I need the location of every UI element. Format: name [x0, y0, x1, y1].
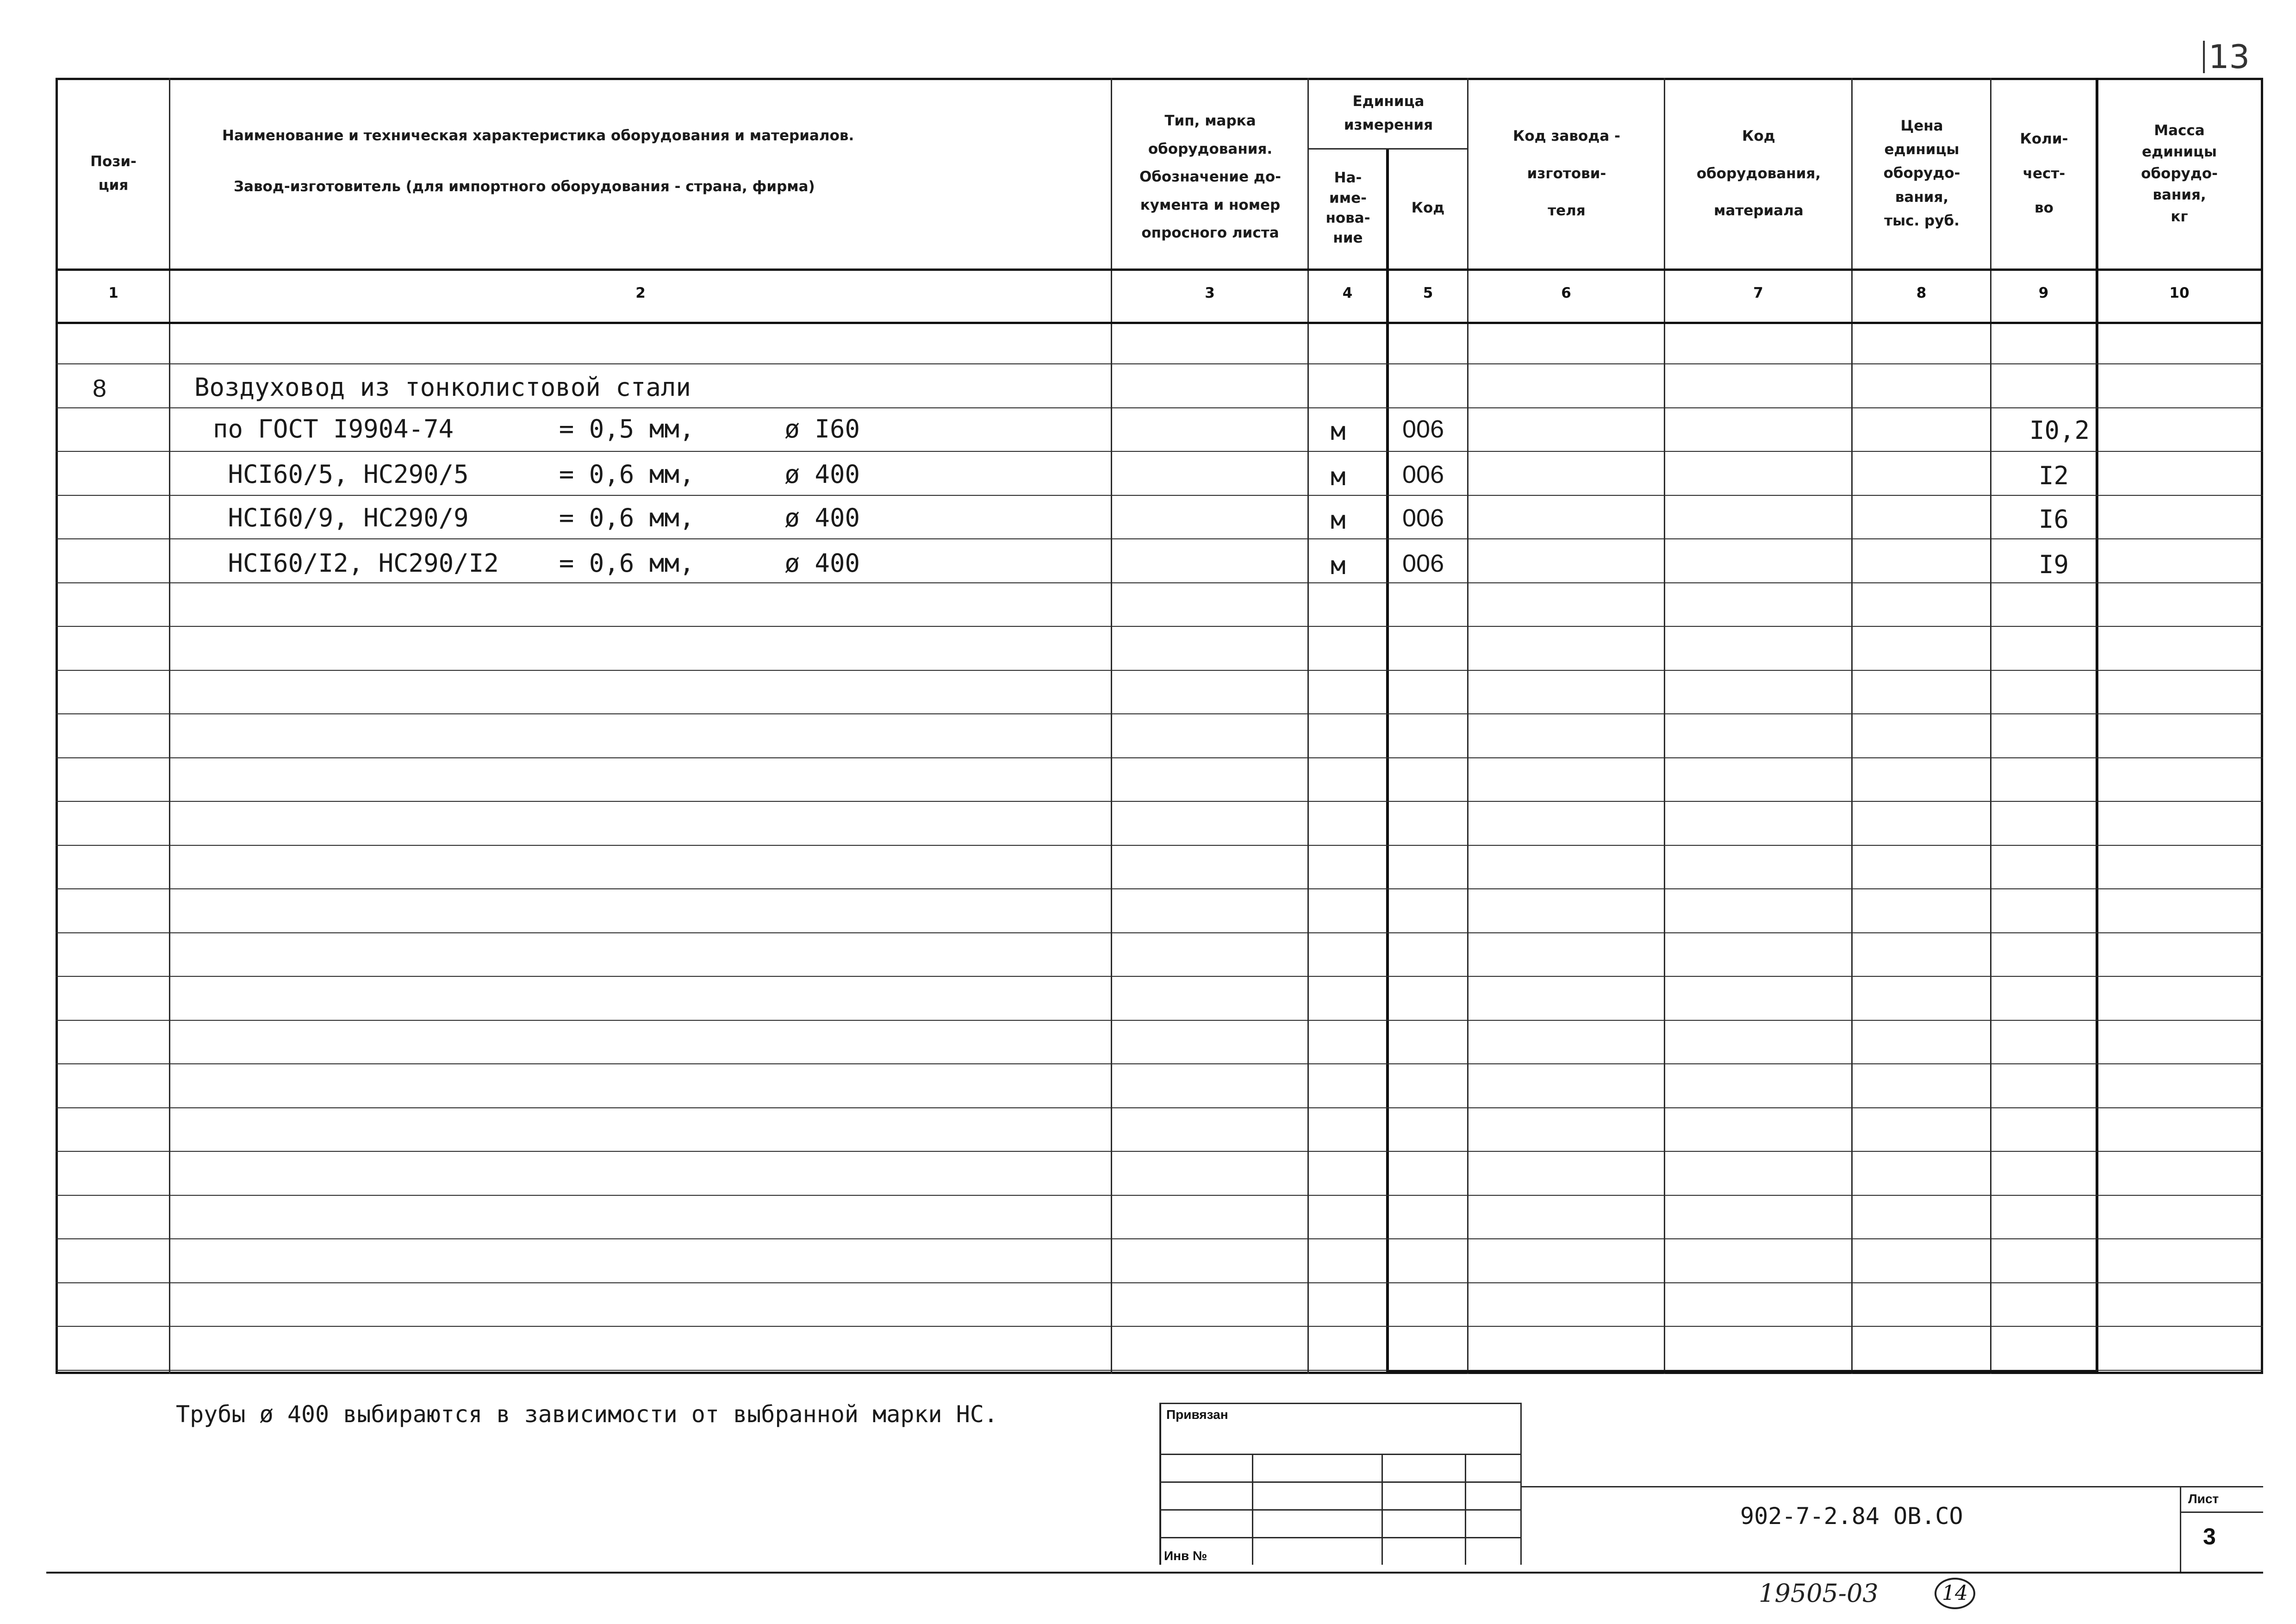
row-rule [56, 1063, 2263, 1064]
body-bottom-line [1386, 1370, 2098, 1373]
header-mass: Масса единицы оборудо- вания, кг [2141, 122, 2218, 225]
row-rule [56, 1195, 2263, 1196]
colnum-9: 9 [2038, 285, 2049, 301]
row-rule [56, 626, 2263, 627]
row-rule [56, 1282, 2263, 1283]
row-rule [56, 363, 2263, 364]
row-unit: м [1331, 417, 1346, 446]
colnum-7: 7 [1753, 285, 1763, 301]
colnum-3: 3 [1205, 285, 1215, 301]
row-rule [56, 976, 2263, 977]
circled-number: 14 [1935, 1578, 1975, 1609]
row-rule [56, 1151, 2263, 1152]
sheet-corner-number: 13 [2203, 41, 2250, 73]
bound-label: Привязан [1166, 1407, 1228, 1422]
header-quantity: Коли- чест- во [2020, 131, 2068, 217]
row-rule [56, 757, 2263, 758]
header-position: Пози- ция [90, 153, 137, 194]
stamp-top [1159, 1403, 1520, 1404]
header-type: Тип, марка оборудования. Обозначение до- кумента и номер опросного листа [1139, 112, 1282, 242]
row-unit: м [1331, 462, 1346, 491]
colnum-1: 1 [108, 285, 118, 301]
row-code: 006 [1402, 550, 1444, 577]
row-name: по ГОСТ I9904-74 = 0,5 мм, ø I60 [213, 414, 860, 443]
row-rule [56, 1326, 2263, 1327]
colnum-2: 2 [635, 285, 646, 301]
colnum-6: 6 [1561, 285, 1571, 301]
colnum-bottom-line [56, 322, 2263, 324]
sheet-number: 3 [2203, 1524, 2216, 1549]
row-rule [56, 713, 2263, 714]
row-unit: м [1331, 506, 1346, 535]
header-price: Цена единицы оборудо- вания, тыс. руб. [1883, 118, 1960, 229]
header-unit-name: На- име- нова- ние [1325, 169, 1370, 247]
stamp-col-1 [1252, 1454, 1253, 1565]
col-divider-6 [1664, 78, 1665, 1374]
row-name: НСI60/I2, НС290/I2 = 0,6 мм, ø 400 [213, 549, 860, 578]
row-quantity: I9 [2039, 550, 2069, 579]
row-position: 8 [93, 375, 107, 402]
table-frame [56, 78, 2263, 1374]
row-code: 006 [1402, 461, 1444, 488]
row-rule [56, 932, 2263, 933]
colnum-8: 8 [1916, 285, 1927, 301]
header-equipment-code: Код оборудования, материала [1696, 128, 1821, 219]
header-name-line2: Завод-изготовитель (для импортного оборудования - страна, фирма) [234, 178, 815, 195]
row-quantity: I6 [2039, 505, 2069, 534]
row-rule [56, 670, 2263, 671]
archive-number: 19505-03 [1759, 1579, 1879, 1608]
row-rule [56, 407, 2263, 408]
bottom-border [46, 1572, 2263, 1574]
sheet-box-mid [2180, 1512, 2263, 1513]
row-code: 006 [1402, 415, 1444, 443]
inventory-label: Инв № [1164, 1549, 1207, 1563]
stamp-block [1159, 1403, 1522, 1565]
row-rule [56, 538, 2263, 539]
stamp-col-3 [1465, 1454, 1466, 1565]
stamp-line-3 [1159, 1509, 1520, 1511]
col-divider-8 [1990, 78, 1991, 1374]
col-divider-5 [1467, 78, 1468, 1374]
row-rule [56, 801, 2263, 802]
colnum-4: 4 [1342, 285, 1353, 301]
col-divider-4 [1386, 148, 1389, 1374]
row-quantity: I0,2 [2029, 416, 2090, 445]
stamp-line-4 [1159, 1537, 1520, 1538]
row-rule [56, 1238, 2263, 1239]
col-divider-3 [1307, 78, 1309, 1374]
sheet-label: Лист [2188, 1492, 2219, 1506]
header-unit-group: Единица измерения [1344, 93, 1433, 133]
row-name: НСI60/5, НС290/5 = 0,6 мм, ø 400 [213, 460, 860, 489]
row-name: НСI60/9, НС290/9 = 0,6 мм, ø 400 [213, 503, 860, 532]
row-name: Воздуховод из тонколистовой стали [194, 373, 691, 402]
row-rule [56, 1107, 2263, 1108]
colnum-10: 10 [2169, 285, 2190, 301]
doc-code-top-line [1520, 1486, 2263, 1487]
colnum-5: 5 [1423, 285, 1433, 301]
row-rule [56, 582, 2263, 583]
row-rule [56, 845, 2263, 846]
stamp-line-2 [1159, 1481, 1520, 1483]
stamp-line-1 [1159, 1454, 1520, 1455]
row-unit: м [1331, 551, 1346, 580]
unit-group-divider [1307, 148, 1467, 150]
stamp-col-2 [1381, 1454, 1383, 1565]
header-name-line1: Наименование и техническая характеристика оборудования и материалов. [222, 127, 854, 144]
row-code: 006 [1402, 504, 1444, 532]
header-unit-code: Код [1411, 200, 1445, 217]
row-rule [56, 451, 2263, 452]
row-rule [56, 888, 2263, 889]
row-rule [56, 1020, 2263, 1021]
header-bottom-line [56, 269, 2263, 271]
col-divider-9 [2096, 78, 2098, 1374]
col-divider-7 [1851, 78, 1853, 1374]
footnote: Трубы ø 400 выбираются в зависимости от выбранной марки НС. [176, 1401, 998, 1428]
row-quantity: I2 [2039, 461, 2069, 490]
row-rule [56, 495, 2263, 496]
sheet-box-left [2180, 1486, 2181, 1572]
document-code: 902-7-2.84 ОВ.СО [1740, 1503, 1963, 1530]
stamp-col-4 [1520, 1403, 1522, 1565]
header-factory-code: Код завода - изготови- теля [1513, 128, 1620, 219]
col-divider-1 [169, 78, 170, 1374]
col-divider-2 [1111, 78, 1112, 1374]
